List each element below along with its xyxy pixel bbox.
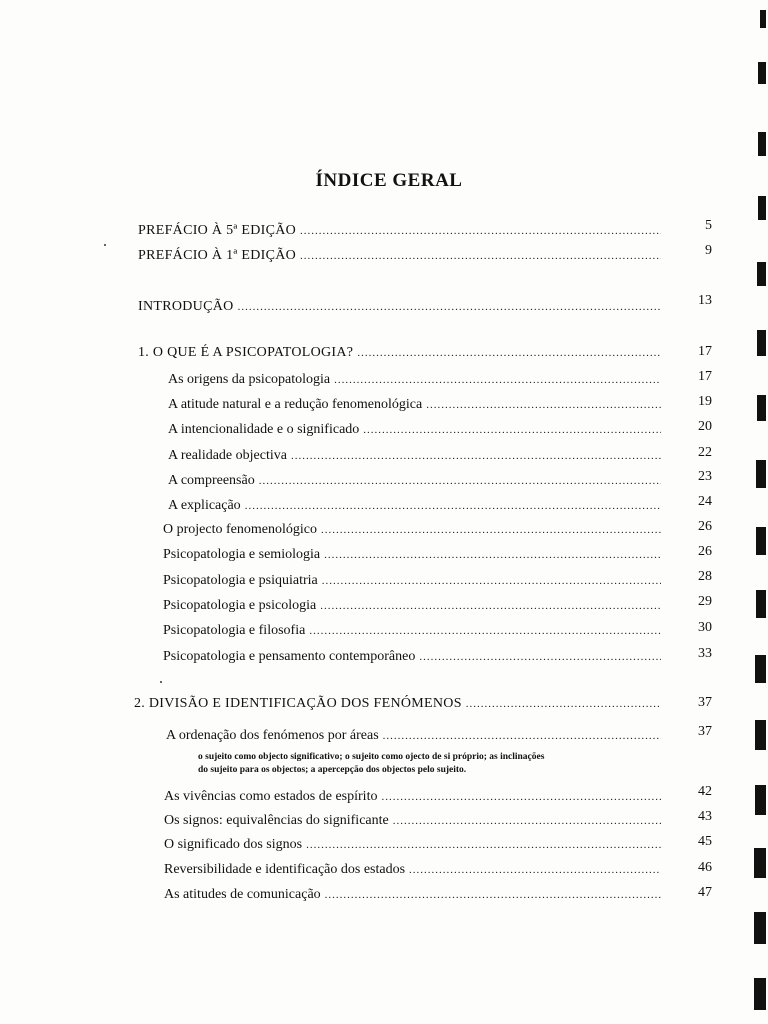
- binding-mark: [758, 132, 766, 156]
- dot-leader: [238, 298, 661, 316]
- dot-leader: [324, 546, 661, 564]
- toc-entry: [163, 648, 665, 666]
- dot-leader: [259, 472, 661, 490]
- binding-mark: [758, 196, 766, 220]
- binding-mark: [755, 655, 766, 683]
- dot-leader: [291, 447, 661, 465]
- toc-entry: [163, 622, 665, 640]
- toc-page-number: 17: [698, 344, 712, 359]
- toc-entry-label: INTRODUÇÃO: [138, 299, 234, 314]
- toc-page-number: 17: [698, 369, 712, 384]
- toc-page-number: 28: [698, 569, 712, 584]
- toc-page-number: 33: [698, 646, 712, 661]
- binding-mark: [760, 10, 766, 28]
- toc-page-number: 37: [698, 724, 712, 739]
- binding-mark: [756, 460, 766, 488]
- toc-entry-label: Psicopatologia e psicologia: [163, 598, 317, 613]
- toc-entry: [164, 788, 665, 806]
- toc-entry-label: O projecto fenomenológico: [163, 522, 317, 537]
- toc-entry: [168, 396, 665, 414]
- toc-entry: [163, 572, 665, 590]
- dot-leader: [426, 396, 661, 414]
- toc-page-number: 19: [698, 394, 712, 409]
- toc-entry: [163, 521, 665, 539]
- dot-leader: [466, 695, 661, 713]
- scan-speck: [160, 681, 162, 683]
- toc-entry: [168, 421, 665, 439]
- toc-chapter: [138, 344, 665, 362]
- toc-entry-label: As vivências como estados de espírito: [164, 789, 378, 804]
- toc-entry-label: A atitude natural e a redução fenomenológica: [168, 397, 423, 412]
- toc-entry: [164, 861, 665, 879]
- toc-entry: [168, 497, 665, 515]
- toc-entry: [168, 472, 665, 490]
- dot-leader: [321, 521, 661, 539]
- toc-page-number: 30: [698, 620, 712, 635]
- dot-leader: [419, 648, 661, 666]
- toc-entry-label: A realidade objectiva: [168, 448, 287, 463]
- dot-leader: [306, 836, 661, 854]
- toc-entry: [138, 298, 665, 316]
- toc-entry-label: Psicopatologia e filosofia: [163, 623, 306, 638]
- dot-leader: [409, 861, 661, 879]
- binding-mark: [756, 527, 766, 555]
- toc-entry: [138, 247, 665, 265]
- dot-leader: [325, 886, 661, 904]
- toc-entry: [164, 886, 665, 904]
- toc-chapter-label: 1. O QUE É A PSICOPATOLOGIA?: [138, 345, 354, 360]
- toc-entry: [164, 836, 665, 854]
- toc-page-number: 43: [698, 809, 712, 824]
- toc-page-number: 13: [698, 293, 712, 308]
- toc-entry-label: A explicação: [168, 498, 241, 513]
- toc-entry-label: A intencionalidade e o significado: [168, 422, 360, 437]
- binding-mark: [757, 395, 766, 421]
- toc-entry-label: Psicopatologia e semiologia: [163, 547, 321, 562]
- binding-mark: [756, 590, 766, 618]
- dot-leader: [322, 572, 661, 590]
- binding-mark: [755, 720, 766, 750]
- scan-speck: [104, 244, 106, 246]
- page-title: ÍNDICE GERAL: [315, 170, 463, 191]
- toc-page-number: 42: [698, 784, 712, 799]
- toc-page-number: 5: [705, 218, 712, 233]
- binding-mark: [757, 262, 766, 286]
- dot-leader: [381, 788, 661, 806]
- dot-leader: [245, 497, 661, 515]
- dot-leader: [309, 622, 661, 640]
- toc-page-number: 9: [705, 243, 712, 258]
- toc-page-number: 23: [698, 469, 712, 484]
- toc-entry: [168, 447, 665, 465]
- toc-entry-label: As origens da psicopatologia: [168, 372, 331, 387]
- toc-entry: [138, 222, 665, 240]
- dot-leader: [300, 247, 661, 265]
- toc-page-number: 37: [698, 695, 712, 710]
- toc-page-number: 46: [698, 860, 712, 875]
- toc-chapter: [134, 695, 665, 713]
- toc-entry-label: O significado dos signos: [164, 837, 303, 852]
- toc-entry: [166, 727, 665, 745]
- toc-page-number: 26: [698, 519, 712, 534]
- toc-entry: [163, 597, 665, 615]
- dot-leader: [393, 812, 661, 830]
- toc-entry-label: PREFÁCIO À 5ª EDIÇÃO: [138, 223, 297, 238]
- toc-page-number: 26: [698, 544, 712, 559]
- toc-entry-label: A compreensão: [168, 473, 255, 488]
- toc-page-number: 24: [698, 494, 712, 509]
- toc-page-number: 20: [698, 419, 712, 434]
- toc-entry: [168, 371, 665, 389]
- toc-entry: [164, 812, 665, 830]
- toc-subnote: do sujeito para os objectos; a apercepção dos objectos pelo sujeito.: [198, 765, 467, 775]
- toc-entry-label: Psicopatologia e psiquiatria: [163, 573, 318, 588]
- toc-page-number: 47: [698, 885, 712, 900]
- toc-page-number: 45: [698, 834, 712, 849]
- toc-page-number: 29: [698, 594, 712, 609]
- dot-leader: [357, 344, 661, 362]
- binding-mark: [754, 848, 766, 878]
- binding-mark: [758, 62, 766, 84]
- toc-entry-label: Os signos: equivalências do significante: [164, 813, 389, 828]
- binding-mark: [755, 785, 766, 815]
- dot-leader: [320, 597, 661, 615]
- toc-entry-label: Reversibilidade e identificação dos estados: [164, 862, 406, 877]
- toc-entry-label: Psicopatologia e pensamento contemporâneo: [163, 649, 416, 664]
- binding-mark: [757, 330, 766, 356]
- dot-leader: [383, 727, 661, 745]
- dot-leader: [300, 222, 661, 240]
- toc-entry-label: PREFÁCIO À 1ª EDIÇÃO: [138, 248, 297, 263]
- dot-leader: [334, 371, 661, 389]
- toc-subnote: o sujeito como objecto significativo; o sujeito como ojecto de si próprio; as inclinações: [198, 752, 545, 762]
- toc-entry-label: As atitudes de comunicação: [164, 887, 321, 902]
- toc-entry: [163, 546, 665, 564]
- toc-chapter-label: 2. DIVISÃO E IDENTIFICAÇÃO DOS FENÓMENOS: [134, 696, 462, 711]
- toc-page-number: 22: [698, 445, 712, 460]
- binding-mark: [754, 912, 766, 944]
- dot-leader: [363, 421, 661, 439]
- binding-mark: [754, 978, 766, 1010]
- toc-entry-label: A ordenação dos fenómenos por áreas: [166, 728, 379, 743]
